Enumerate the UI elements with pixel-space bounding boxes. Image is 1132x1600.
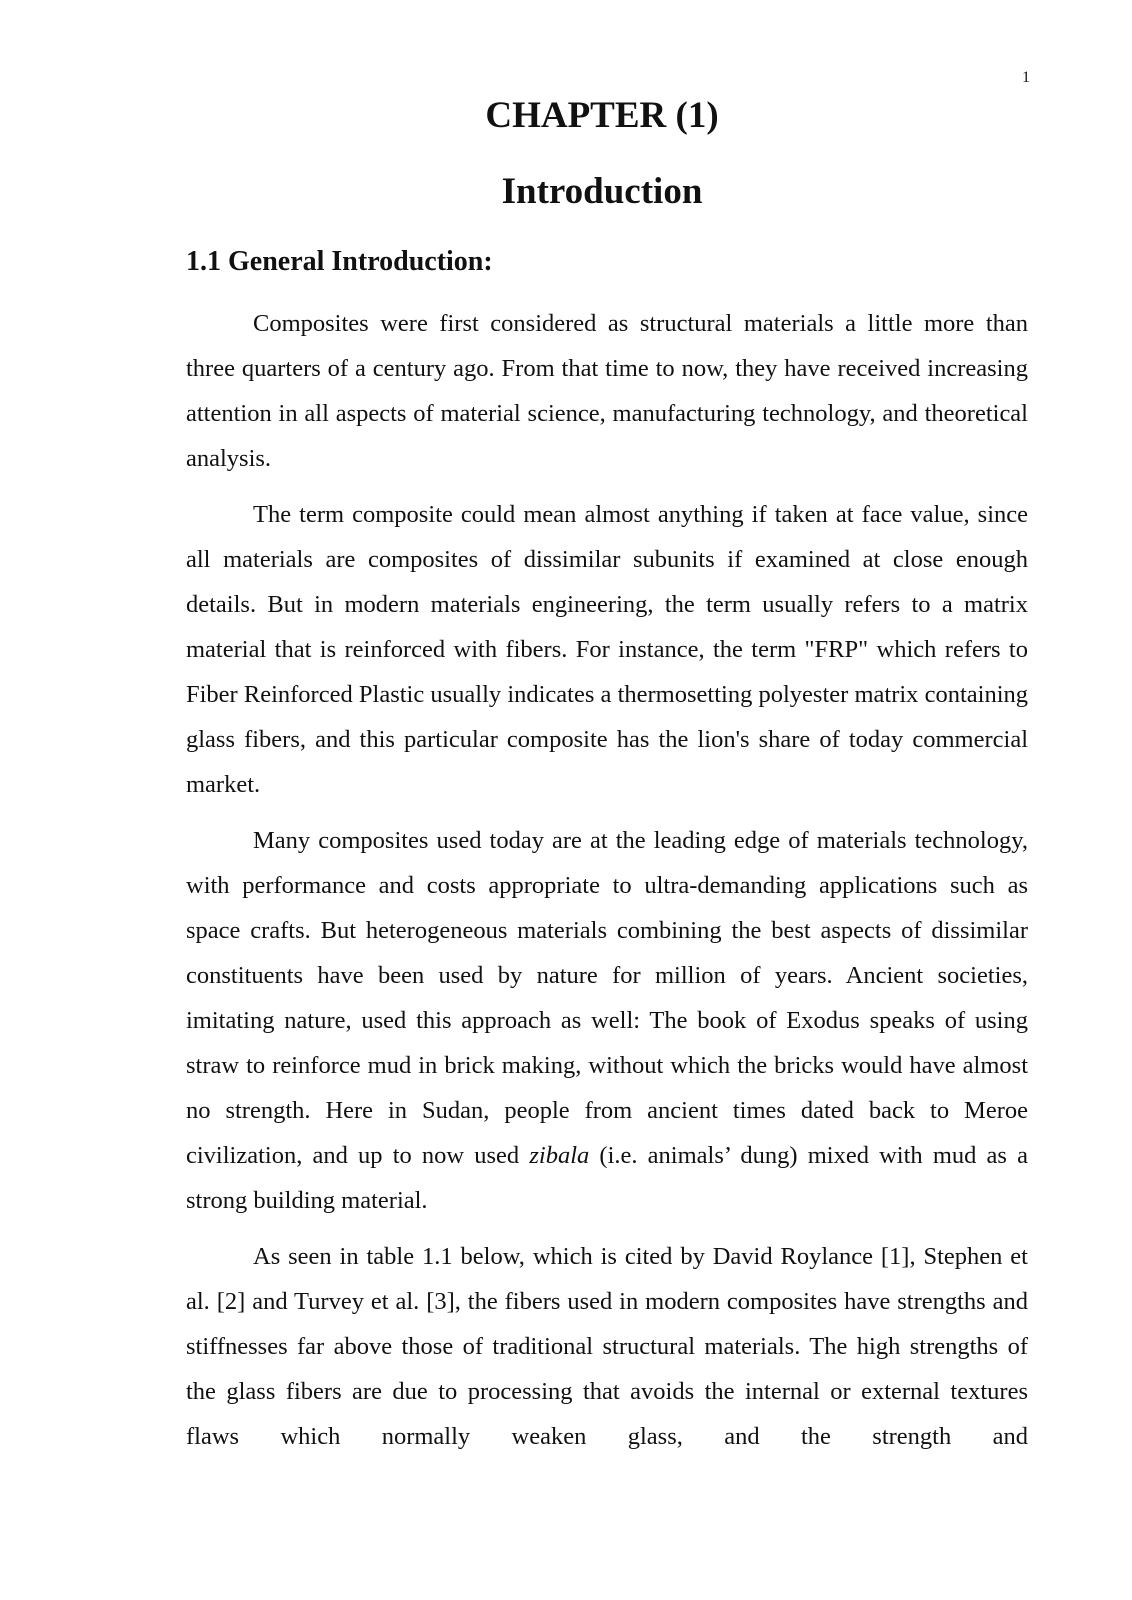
paragraph-4: As seen in table 1.1 below, which is cited by David Roylance [1], Stephen et al. [2] and Turvey et al. [3], the fibers used in modern composites have strengths and stiffnesses far above those of traditional structural materials. The high strengths of the glass fibers are due to processing that avoids the internal or external textures flaws which normally weaken glass, and the strength and	[186, 1243, 1028, 1450]
section-heading: 1.1 General Introduction:	[186, 246, 493, 277]
paragraph-3-italic-term: zibala	[529, 1142, 590, 1169]
paragraph-3-text-end: (i.e. animals’ dung) mixed with mud as a strong building material.	[186, 1142, 1028, 1214]
body-text	[186, 301, 1028, 1470]
page-number: 1	[1022, 69, 1030, 86]
chapter-subtitle: Introduction	[501, 171, 703, 212]
chapter-title: CHAPTER (1)	[485, 95, 719, 136]
paragraph-3-text-start: Many composites used today are at the leading edge of materials technology, with performance and costs appropriate to ultra-demanding applications such as space crafts. But heterogeneous materials combining the best aspects of dissimilar constituents have been used by nature for million of years. Ancient societies, imitating nature, used this approach as well: The book of Exodus speaks of using straw to reinforce mud in brick making, without which the bricks would have almost no strength. Here in Sudan, people from ancient times dated back to Meroe civilization, and up to now used	[186, 827, 1028, 1169]
paragraph-1: Composites were first considered as structural materials a little more than three quarters of a century ago. From that time to now, they have received increasing attention in all aspects of material science, manufacturing technology, and theoretical analysis.	[186, 310, 1028, 472]
paragraph-3	[186, 818, 1028, 1223]
paragraph-2: The term composite could mean almost anything if taken at face value, since all materials are composites of dissimilar subunits if examined at close enough details. But in modern materials engineering, the term usually refers to a matrix material that is reinforced with fibers. For instance, the term "FRP" which refers to Fiber Reinforced Plastic usually indicates a thermosetting polyester matrix containing glass fibers, and this particular composite has the lion's share of today commercial market.	[186, 501, 1028, 798]
